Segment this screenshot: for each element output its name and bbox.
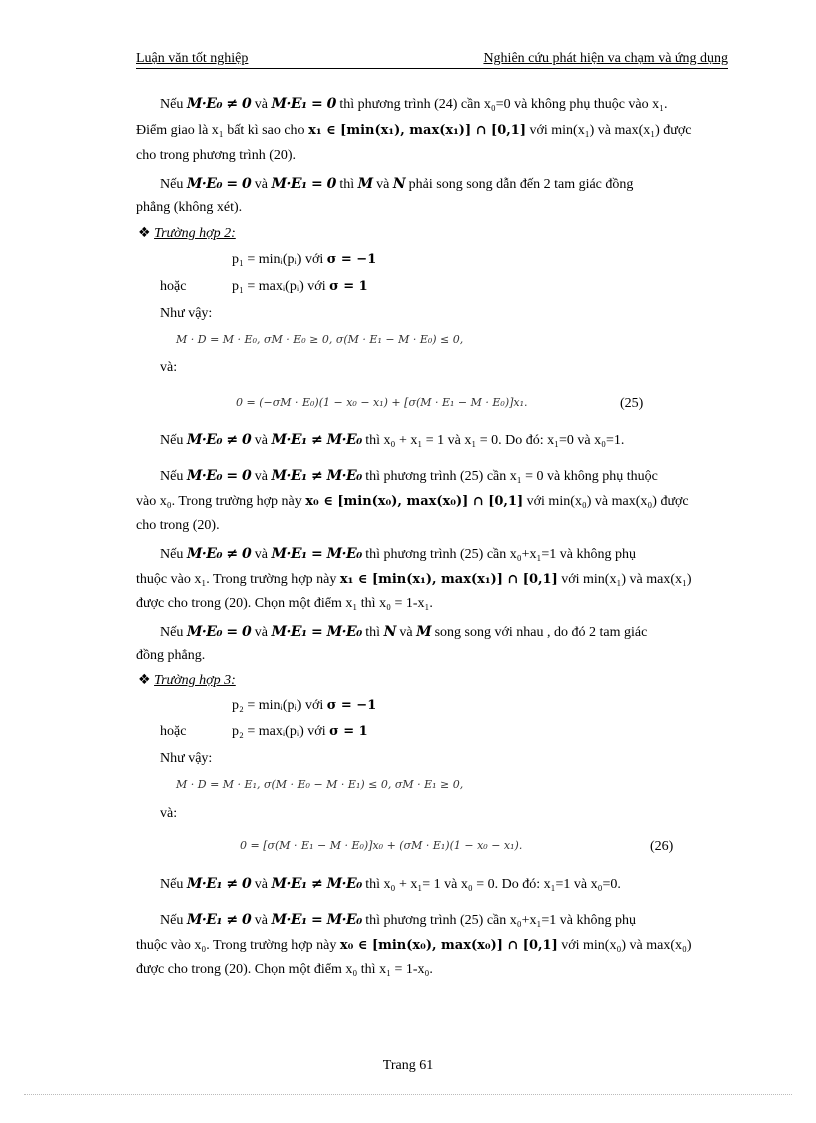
math-expr: σ = 1	[329, 724, 368, 739]
math-expr: M·E₀ ≠ 0	[186, 432, 252, 448]
case3-condition-2: p₂ = maxᵢ(pᵢ) với σ = 1	[232, 724, 368, 739]
case2-condition-1: p₁ = minᵢ(pᵢ) với σ = −1	[232, 252, 377, 267]
paragraph-p3: Nếu M·E₀ ≠ 0 và M·E₁ ≠ M·E₀ thì x₀ + x₁ = 1 và x₁ = 0. Do đó: x₁=0 và x₀=1.	[160, 432, 625, 448]
equation-number: (25)	[620, 396, 644, 411]
math-expr: σ = −1	[326, 698, 377, 713]
math-expr: M·E₁ = M·E₀	[271, 912, 362, 928]
math-expr: M·E₀ = 0	[186, 468, 252, 484]
math-expr: σ = 1	[329, 279, 368, 294]
math-expr: M·E₀ ≠ 0	[186, 546, 252, 562]
math-expr: M·E₁ ≠ M·E₀	[271, 468, 362, 484]
paragraph-p1-line1: Nếu M·E₀ ≠ 0 và M·E₁ = 0 thì phương trình (24) cần x₀=0 và không phụ thuộc vào x₁.	[160, 96, 668, 112]
paragraph-p1-line3: cho trong phương trình (20).	[136, 148, 297, 163]
math-expr: M·E₁ = M·E₀	[271, 546, 362, 562]
paragraph-p4-line3: cho trong (20).	[136, 518, 220, 533]
math-expr: x₀ ∈ [min(x₀), max(x₀)] ∩ [0,1]	[305, 494, 524, 509]
math-expr: M·E₀ = 0	[186, 624, 252, 640]
case3-va: và:	[160, 806, 178, 821]
paragraph-p4-line1: Nếu M·E₀ = 0 và M·E₁ ≠ M·E₀ thì phương trình (25) cần x₁ = 0 và không phụ thuộc	[160, 468, 658, 484]
page-bottom-divider	[24, 1094, 792, 1095]
paragraph-p4-line2: vào x₀. Trong trường hợp này x₀ ∈ [min(x₀), max(x₀)] ∩ [0,1] với min(x₀) và max(x₀) được	[136, 494, 689, 509]
header-right: Nghiên cứu phát hiện va chạm và ứng dụng	[483, 51, 728, 66]
case-title: Trường hợp 2:	[154, 226, 236, 241]
case3-condition-1: p₂ = minᵢ(pᵢ) với σ = −1	[232, 698, 377, 713]
paragraph-p1-line2: Điểm giao là x₁ bất kì sao cho x₁ ∈ [min(x₁), max(x₁)] ∩ [0,1] với min(x₁) và max(x₁) được	[136, 123, 692, 138]
math-expr: M·E₀ ≠ 0	[186, 96, 252, 112]
math-expr: x₁ ∈ [min(x₁), max(x₁)] ∩ [0,1]	[339, 572, 558, 587]
math-expr: N	[392, 176, 406, 192]
paragraph-p8-line1: Nếu M·E₁ ≠ 0 và M·E₁ = M·E₀ thì phương trình (25) cần x₀+x₁=1 và không phụ	[160, 912, 637, 928]
case2-equation-b: 0 = (−σM · E₀)(1 − x₀ − x₁) + [σ(M · E₁ − M · E₀)]x₁.	[236, 396, 528, 409]
equation-number: (26)	[650, 839, 674, 854]
case3-heading	[138, 672, 236, 689]
page-number: Trang 61	[382, 1058, 434, 1073]
math-expr: M·E₁ ≠ 0	[186, 912, 252, 928]
math-expr: M·E₀ = 0	[186, 176, 252, 192]
paragraph-p8-line2: thuộc vào x₀. Trong trường hợp này x₀ ∈ [min(x₀), max(x₀)] ∩ [0,1] với min(x₀) và max(x₀)	[136, 938, 692, 953]
paragraph-p7: Nếu M·E₁ ≠ 0 và M·E₁ ≠ M·E₀ thì x₀ + x₁= 1 và x₀ = 0. Do đó: x₁=1 và x₀=0.	[160, 876, 621, 892]
math-expr: N	[383, 624, 396, 640]
paragraph-p5-line1: Nếu M·E₀ ≠ 0 và M·E₁ = M·E₀ thì phương trình (25) cần x₀+x₁=1 và không phụ	[160, 546, 637, 562]
math-expr: M·E₁ = M·E₀	[271, 624, 362, 640]
math-expr: x₀ ∈ [min(x₀), max(x₀)] ∩ [0,1]	[339, 938, 558, 953]
paragraph-p5-line3: được cho trong (20). Chọn một điểm x₁ thì x₀ = 1-x₁.	[136, 596, 433, 611]
case3-nhuvay: Như vậy:	[160, 751, 213, 766]
math-expr: M·E₁ ≠ M·E₀	[271, 876, 362, 892]
paragraph-p2-line1: Nếu M·E₀ = 0 và M·E₁ = 0 thì M và N phải song song dẫn đến 2 tam giác đồng	[160, 176, 634, 192]
diamond-bullet-icon: ❖	[138, 225, 151, 241]
paragraph-p2-line2: phẳng (không xét).	[136, 200, 243, 215]
math-expr: M·E₁ ≠ 0	[186, 876, 252, 892]
case3-equation-a: M · D = M · E₁, σ(M · E₀ − M · E₁) ≤ 0, σM · E₁ ≥ 0,	[176, 778, 464, 791]
paragraph-p5-line2: thuộc vào x₁. Trong trường hợp này x₁ ∈ [min(x₁), max(x₁)] ∩ [0,1] với min(x₁) và max(x₁)	[136, 572, 692, 587]
math-expr: M·E₁ = 0	[271, 176, 336, 192]
case2-va: và:	[160, 360, 178, 375]
page-header	[136, 48, 728, 69]
case2-or-label: hoặc	[160, 279, 187, 294]
diamond-bullet-icon: ❖	[138, 672, 151, 688]
paragraph-p6-line2: đồng phẳng.	[136, 648, 206, 663]
case3-or-label: hoặc	[160, 724, 187, 739]
case2-condition-2: p₁ = maxᵢ(pᵢ) với σ = 1	[232, 279, 368, 294]
math-expr: M	[357, 176, 373, 192]
case2-heading	[138, 225, 236, 242]
paragraph-p8-line3: được cho trong (20). Chọn một điểm x₀ thì x₁ = 1-x₀.	[136, 962, 433, 977]
case2-nhuvay: Như vậy:	[160, 306, 213, 321]
case-title: Trường hợp 3:	[154, 673, 236, 688]
math-expr: M	[416, 624, 432, 640]
math-expr: σ = −1	[326, 252, 377, 267]
math-expr: x₁ ∈ [min(x₁), max(x₁)] ∩ [0,1]	[308, 123, 526, 138]
paragraph-p6-line1: Nếu M·E₀ = 0 và M·E₁ = M·E₀ thì N và M song song với nhau , do đó 2 tam giác	[160, 624, 648, 640]
case3-equation-b: 0 = [σ(M · E₁ − M · E₀)]x₀ + (σM · E₁)(1 − x₀ − x₁).	[240, 839, 523, 852]
case2-equation-a: M · D = M · E₀, σM · E₀ ≥ 0, σ(M · E₁ − M · E₀) ≤ 0,	[176, 333, 464, 346]
header-left: Luận văn tốt nghiệp	[136, 51, 249, 66]
math-expr: M·E₁ ≠ M·E₀	[271, 432, 362, 448]
math-expr: M·E₁ = 0	[271, 96, 336, 112]
